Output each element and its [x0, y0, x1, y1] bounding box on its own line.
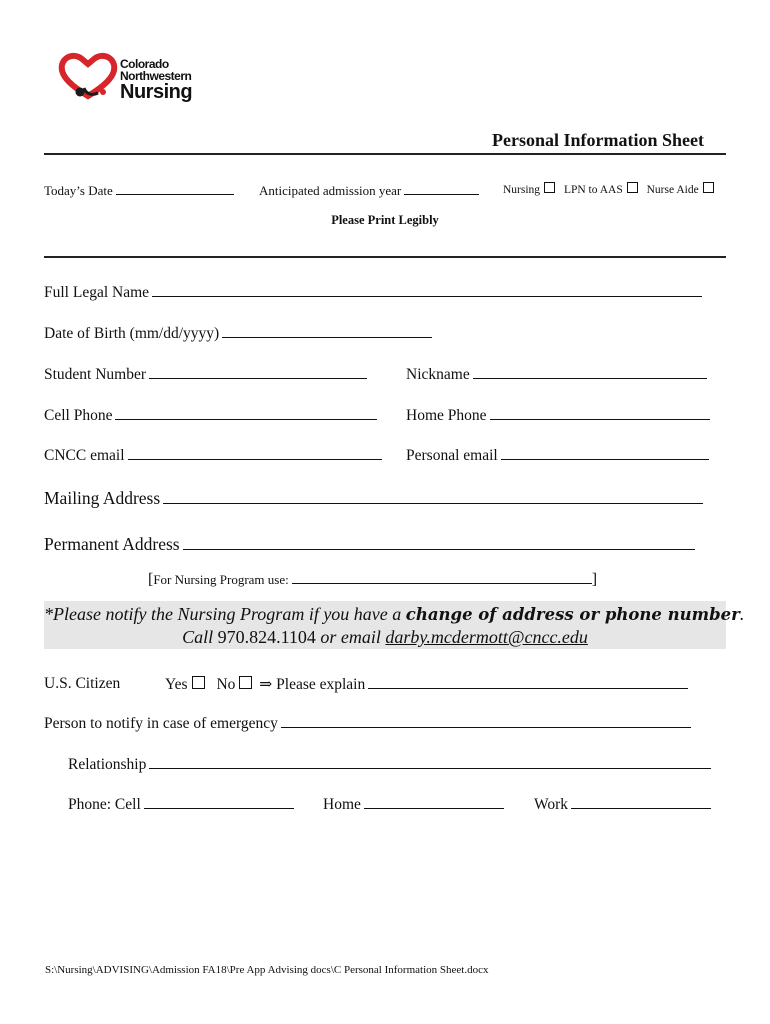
change-notice-box — [44, 601, 745, 649]
emergency-contact-label: Person to notify in case of emergency — [44, 715, 278, 732]
logo-line-3: Nursing — [120, 81, 193, 103]
notice-line-1 — [44, 604, 745, 625]
permanent-address-line[interactable] — [183, 536, 695, 550]
emergency-home-label: Home — [323, 796, 361, 813]
program-use-line[interactable] — [292, 570, 592, 584]
todays-date-line[interactable] — [116, 181, 234, 195]
dob-label: Date of Birth (mm/dd/yyyy) — [44, 325, 220, 342]
title-rule — [44, 153, 726, 155]
admission-year-label: Anticipated admission year — [259, 183, 402, 198]
admission-year-line[interactable] — [404, 181, 479, 195]
cell-phone-line[interactable] — [115, 406, 377, 420]
emergency-cell-line[interactable] — [144, 795, 294, 809]
citizen-yes-label: Yes — [165, 676, 188, 693]
cell-phone-label: Cell Phone — [44, 407, 113, 424]
citizen-label: U.S. Citizen — [44, 675, 121, 692]
home-phone-line[interactable] — [490, 406, 710, 420]
nursing-label: Nursing — [503, 184, 541, 196]
dob-line[interactable] — [222, 324, 432, 338]
footer-file-path: S:\Nursing\ADVISING\Admission FA18\Pre App Advising docs\C Personal Information Sheet.docx — [45, 964, 489, 976]
personal-email-label: Personal email — [406, 447, 498, 464]
relationship-line[interactable] — [149, 755, 711, 769]
mailing-address-field[interactable] — [44, 488, 703, 509]
emergency-work-field[interactable] — [534, 795, 711, 814]
home-phone-label: Home Phone — [406, 407, 487, 424]
nursing-checkbox[interactable] — [544, 182, 555, 193]
bracket-open: [ — [148, 571, 154, 588]
print-legibly-note: Please Print Legibly — [331, 213, 439, 227]
emergency-contact-line[interactable] — [281, 714, 691, 728]
citizen-options — [165, 675, 688, 694]
nickname-field[interactable] — [406, 365, 707, 384]
heart-stethoscope-icon — [58, 52, 118, 104]
emergency-home-line[interactable] — [364, 795, 504, 809]
program-checkboxes — [503, 182, 714, 196]
emergency-home-field[interactable] — [323, 795, 504, 814]
notice-phone: 970.824.1104 — [217, 627, 316, 647]
notice-email-link[interactable]: darby.mcdermott@cncc.edu — [385, 627, 588, 647]
lpn-label: LPN to AAS — [563, 184, 623, 196]
mailing-address-label: Mailing Address — [44, 488, 161, 508]
student-number-line[interactable] — [149, 365, 367, 379]
nursing-logo — [58, 52, 218, 104]
notice-emphasis: change of address or phone number — [405, 605, 740, 624]
notice-line-2 — [44, 627, 726, 648]
explain-line[interactable] — [368, 675, 688, 689]
citizen-no-checkbox[interactable] — [239, 676, 252, 689]
notice-text: *Please notify the Nursing Program if you have a — [44, 604, 406, 624]
cncc-email-label: CNCC email — [44, 447, 125, 464]
todays-date-field[interactable] — [44, 181, 234, 199]
citizen-no-label: No — [216, 676, 236, 693]
explain-label: Please explain — [276, 676, 366, 693]
home-phone-field[interactable] — [406, 406, 710, 425]
emergency-work-line[interactable] — [571, 795, 711, 809]
logo-line-1: Colorado — [120, 57, 169, 71]
notice-call: Call — [182, 627, 218, 647]
todays-date-label: Today’s Date — [44, 183, 113, 198]
emergency-cell-field[interactable] — [68, 795, 294, 814]
arrow-icon: ⇒ — [259, 676, 273, 693]
cncc-email-line[interactable] — [128, 446, 382, 460]
dob-field[interactable] — [44, 324, 432, 343]
permanent-address-field[interactable] — [44, 534, 695, 555]
student-number-field[interactable] — [44, 365, 367, 384]
full-legal-name-label: Full Legal Name — [44, 284, 150, 301]
personal-email-field[interactable] — [406, 446, 709, 465]
bracket-close: ] — [591, 571, 598, 588]
lpn-checkbox[interactable] — [627, 182, 638, 193]
relationship-field[interactable] — [68, 755, 711, 774]
program-use-field[interactable] — [148, 570, 597, 589]
page-title: Personal Information Sheet — [492, 130, 704, 150]
full-legal-name-line[interactable] — [152, 283, 702, 297]
logo-line-2: Northwestern — [120, 69, 192, 83]
cncc-email-field[interactable] — [44, 446, 382, 465]
emergency-contact-field[interactable] — [44, 714, 691, 733]
nurse-aide-checkbox[interactable] — [703, 182, 714, 193]
nickname-label: Nickname — [406, 366, 470, 383]
citizen-yes-checkbox[interactable] — [192, 676, 205, 689]
full-legal-name-field[interactable] — [44, 283, 702, 302]
nickname-line[interactable] — [473, 365, 707, 379]
student-number-label: Student Number — [44, 366, 147, 383]
program-use-label: For Nursing Program use: — [153, 572, 289, 587]
section-rule — [44, 256, 726, 258]
emergency-work-label: Work — [534, 796, 569, 813]
notice-or-email: or email — [315, 627, 386, 647]
personal-email-line[interactable] — [501, 446, 709, 460]
nurse-aide-label: Nurse Aide — [646, 184, 699, 196]
admission-year-field[interactable] — [259, 181, 479, 199]
relationship-label: Relationship — [68, 756, 147, 773]
notice-period: . — [739, 604, 745, 624]
mailing-address-line[interactable] — [163, 490, 703, 504]
permanent-address-label: Permanent Address — [44, 534, 180, 554]
emergency-cell-label: Phone: Cell — [68, 796, 141, 813]
cell-phone-field[interactable] — [44, 406, 377, 425]
